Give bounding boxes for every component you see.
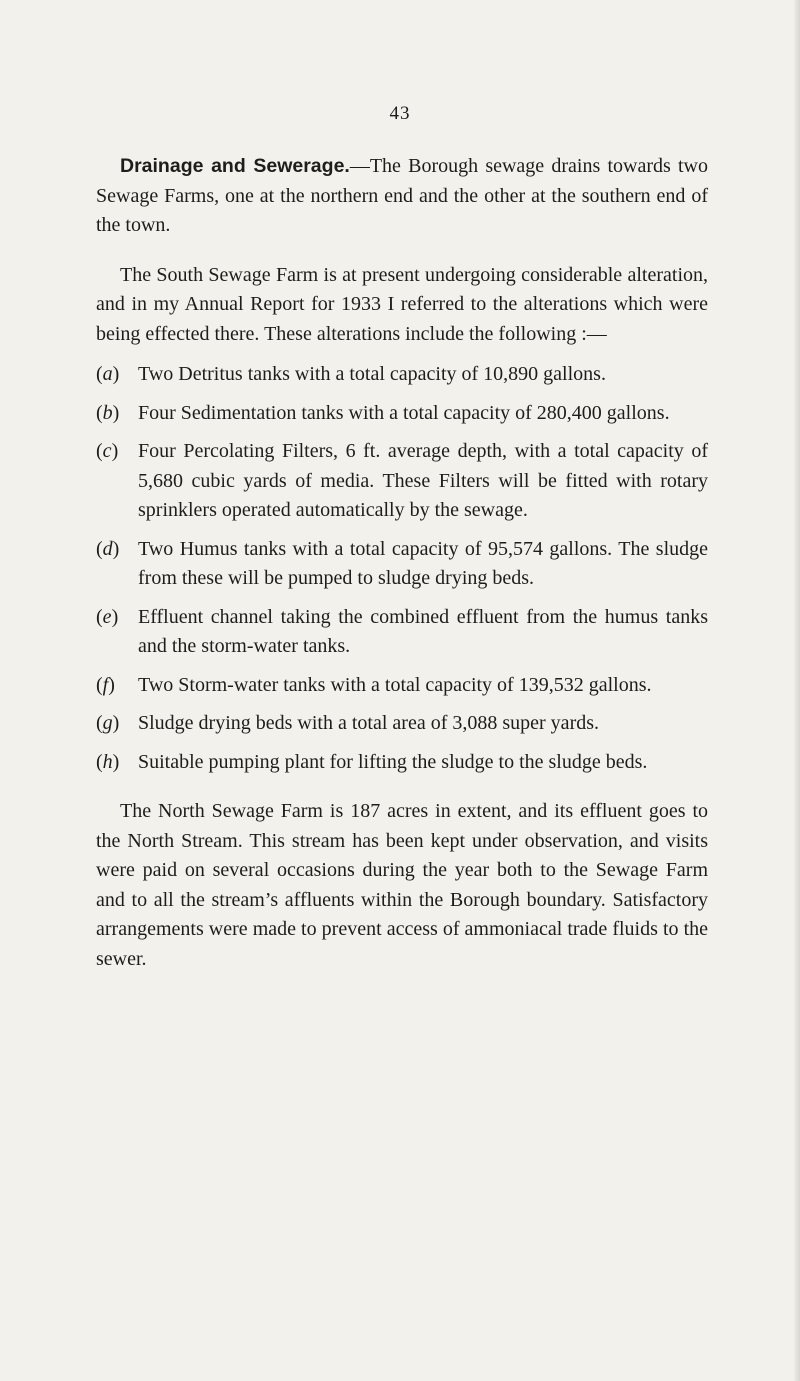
item-text: Four Percolating Filters, 6 ft. average depth, with a total capacity of 5,680 cubic yards of media. These Filters will be fitted with rotary sprinklers operated automatically by the sewage. xyxy=(138,440,708,521)
drainage-paragraph xyxy=(96,152,708,241)
alterations-list xyxy=(96,360,708,777)
section-heading: Drainage and Sewerage. xyxy=(120,155,350,177)
item-marker: (e) xyxy=(96,605,119,628)
list-item xyxy=(96,603,708,662)
list-item xyxy=(96,671,708,701)
item-text: Four Sedimentation tanks with a total capacity of 280,400 gallons. xyxy=(138,401,670,424)
page-edge-shadow xyxy=(794,0,800,1381)
list-item xyxy=(96,535,708,594)
north-farm-paragraph: The North Sewage Farm is 187 acres in extent, and its effluent goes to the North Stream. This stream has been kept under observation, and visits were paid on several occasions during the year both to the Sewage Farm and to all the stream’s affluents within the Borough boundary. Satisfactory arrangements were made to prevent access of ammoniacal trade fluids to the sewer. xyxy=(96,800,708,970)
item-marker: (c) xyxy=(96,440,119,462)
item-text: Two Humus tanks with a total capacity of 95,574 gallons. The sludge from these will be pumped to sludge drying beds. xyxy=(138,537,708,589)
item-marker: (g) xyxy=(96,712,120,734)
page-number: 43 xyxy=(389,103,411,124)
list-item xyxy=(96,399,708,429)
list-item xyxy=(96,748,708,778)
list-item xyxy=(96,437,708,526)
item-text: Two Detritus tanks with a total capacity of 10,890 gallons. xyxy=(138,363,606,385)
list-item xyxy=(96,709,708,739)
item-text: Suitable pumping plant for lifting the sludge to the sludge beds. xyxy=(138,750,648,773)
item-marker: (a) xyxy=(96,363,120,385)
list-item xyxy=(96,360,708,390)
item-marker: (b) xyxy=(96,401,120,424)
item-text: Sludge drying beds with a total area of 3,088 super yards. xyxy=(138,712,600,734)
item-text: Effluent channel taking the combined effluent from the humus tanks and the storm-water tanks. xyxy=(138,605,708,657)
item-marker: (f) xyxy=(96,673,115,696)
item-marker: (d) xyxy=(96,537,120,560)
south-farm-paragraph: The South Sewage Farm is at present undergoing considerable alteration, and in my Annual Report for 1933 I referred to the alterations which were being effected there. These alterations include the following :— xyxy=(96,263,708,345)
page-content xyxy=(96,152,708,974)
section-intro: —The Borough sewage drains towards two Sewage Farms, one at the northern end and the other at the southern end of the town. xyxy=(96,155,708,236)
item-marker: (h) xyxy=(96,750,120,773)
item-text: Two Storm-water tanks with a total capacity of 139,532 gallons. xyxy=(138,673,652,696)
